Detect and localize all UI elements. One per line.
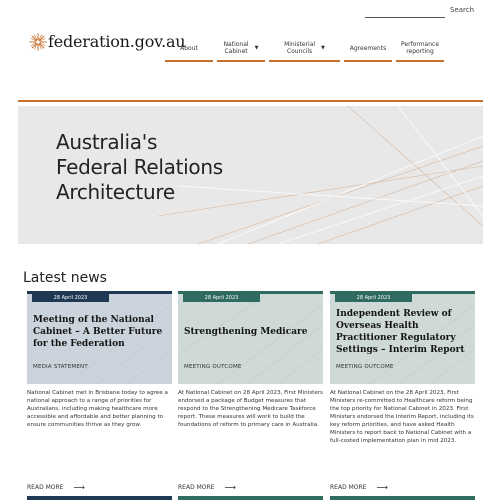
nav-agreements[interactable] xyxy=(344,36,392,62)
search-bar xyxy=(0,0,500,20)
nav-performance-reporting-label: Performance reporting xyxy=(400,41,440,55)
main-nav xyxy=(165,36,444,62)
news-description: At National Cabinet on the 28 April 2023, First Ministers re-committed to Healthcare reform being the top priority for National Cabinet in 2023. First Ministers endorsed the Interim Report, including its key reform priorities, and have asked Health Ministers to report back to National Cabinet with a full-costed implementation plan in mid 2023. xyxy=(330,390,474,444)
news-type: MEETING OUTCOME xyxy=(184,364,242,370)
chevron-down-icon: ▼ xyxy=(254,44,259,51)
read-more-label: READ MORE xyxy=(27,484,64,491)
site-name: federation.gov.au xyxy=(48,32,186,51)
header-divider xyxy=(18,100,483,102)
news-type: MEETING OUTCOME xyxy=(336,364,394,370)
news-type: MEDIA STATEMENT xyxy=(33,364,88,370)
read-more-link[interactable] xyxy=(178,483,236,492)
date-badge: 28 April 2023 xyxy=(335,294,412,302)
arrow-right-icon: ⟶ xyxy=(73,483,85,492)
arrow-right-icon: ⟶ xyxy=(224,483,236,492)
read-more-link[interactable] xyxy=(330,483,388,492)
news-title[interactable]: Meeting of the National Cabinet – A Better Future for the Federation xyxy=(33,315,163,349)
news-card[interactable] xyxy=(330,291,475,384)
hero-title: Australia's Federal Relations Architecture xyxy=(56,130,223,204)
news-title[interactable]: Strengthening Medicare xyxy=(184,327,308,337)
card-bottom-bar xyxy=(330,496,475,500)
chevron-down-icon: ▼ xyxy=(321,44,325,51)
news-card[interactable] xyxy=(178,291,323,384)
news-card[interactable] xyxy=(27,291,172,384)
search-button[interactable]: Search xyxy=(450,6,475,14)
news-description: At National Cabinet on 28 April 2023, First Ministers endorsed a package of Budget measures that respond to the Strengthening Medicare Taskforce report. These measures will work to build the foundations of reform to primary care in Australia. xyxy=(178,390,323,428)
read-more-link[interactable] xyxy=(27,483,85,492)
read-more-label: READ MORE xyxy=(178,484,215,491)
search-input[interactable] xyxy=(365,17,445,18)
news-title[interactable]: Independent Review of Overseas Health Practitioner Regulatory Settings – Interim Report xyxy=(336,309,465,355)
nav-ministerial-councils[interactable] xyxy=(269,36,340,62)
date-badge: 28 April 2023 xyxy=(32,294,109,302)
arrow-right-icon: ⟶ xyxy=(376,483,388,492)
nav-national-cabinet[interactable] xyxy=(217,36,265,62)
card-bottom-bar xyxy=(27,496,172,500)
site-logo[interactable] xyxy=(29,32,185,51)
star-icon xyxy=(29,33,47,51)
nav-performance-reporting[interactable] xyxy=(396,36,444,62)
nav-about[interactable] xyxy=(165,36,213,62)
date-badge: 28 April 2023 xyxy=(183,294,260,302)
nav-about-label: About xyxy=(180,44,198,52)
news-description: National Cabinet met in Brisbane today to agree a national approach to a range of priorities for Australians, including making healthcare more accessible and affordable and better planning to ensure communities thrive as they grow. xyxy=(27,390,168,428)
card-bottom-bar xyxy=(178,496,323,500)
nav-national-cabinet-label: National Cabinet xyxy=(223,41,249,55)
nav-agreements-label: Agreements xyxy=(349,44,387,52)
hero-banner xyxy=(18,106,483,244)
latest-news-heading: Latest news xyxy=(23,270,107,286)
nav-ministerial-councils-label: Ministerial Councils xyxy=(284,41,316,55)
card-pattern xyxy=(178,294,323,384)
read-more-label: READ MORE xyxy=(330,484,367,491)
